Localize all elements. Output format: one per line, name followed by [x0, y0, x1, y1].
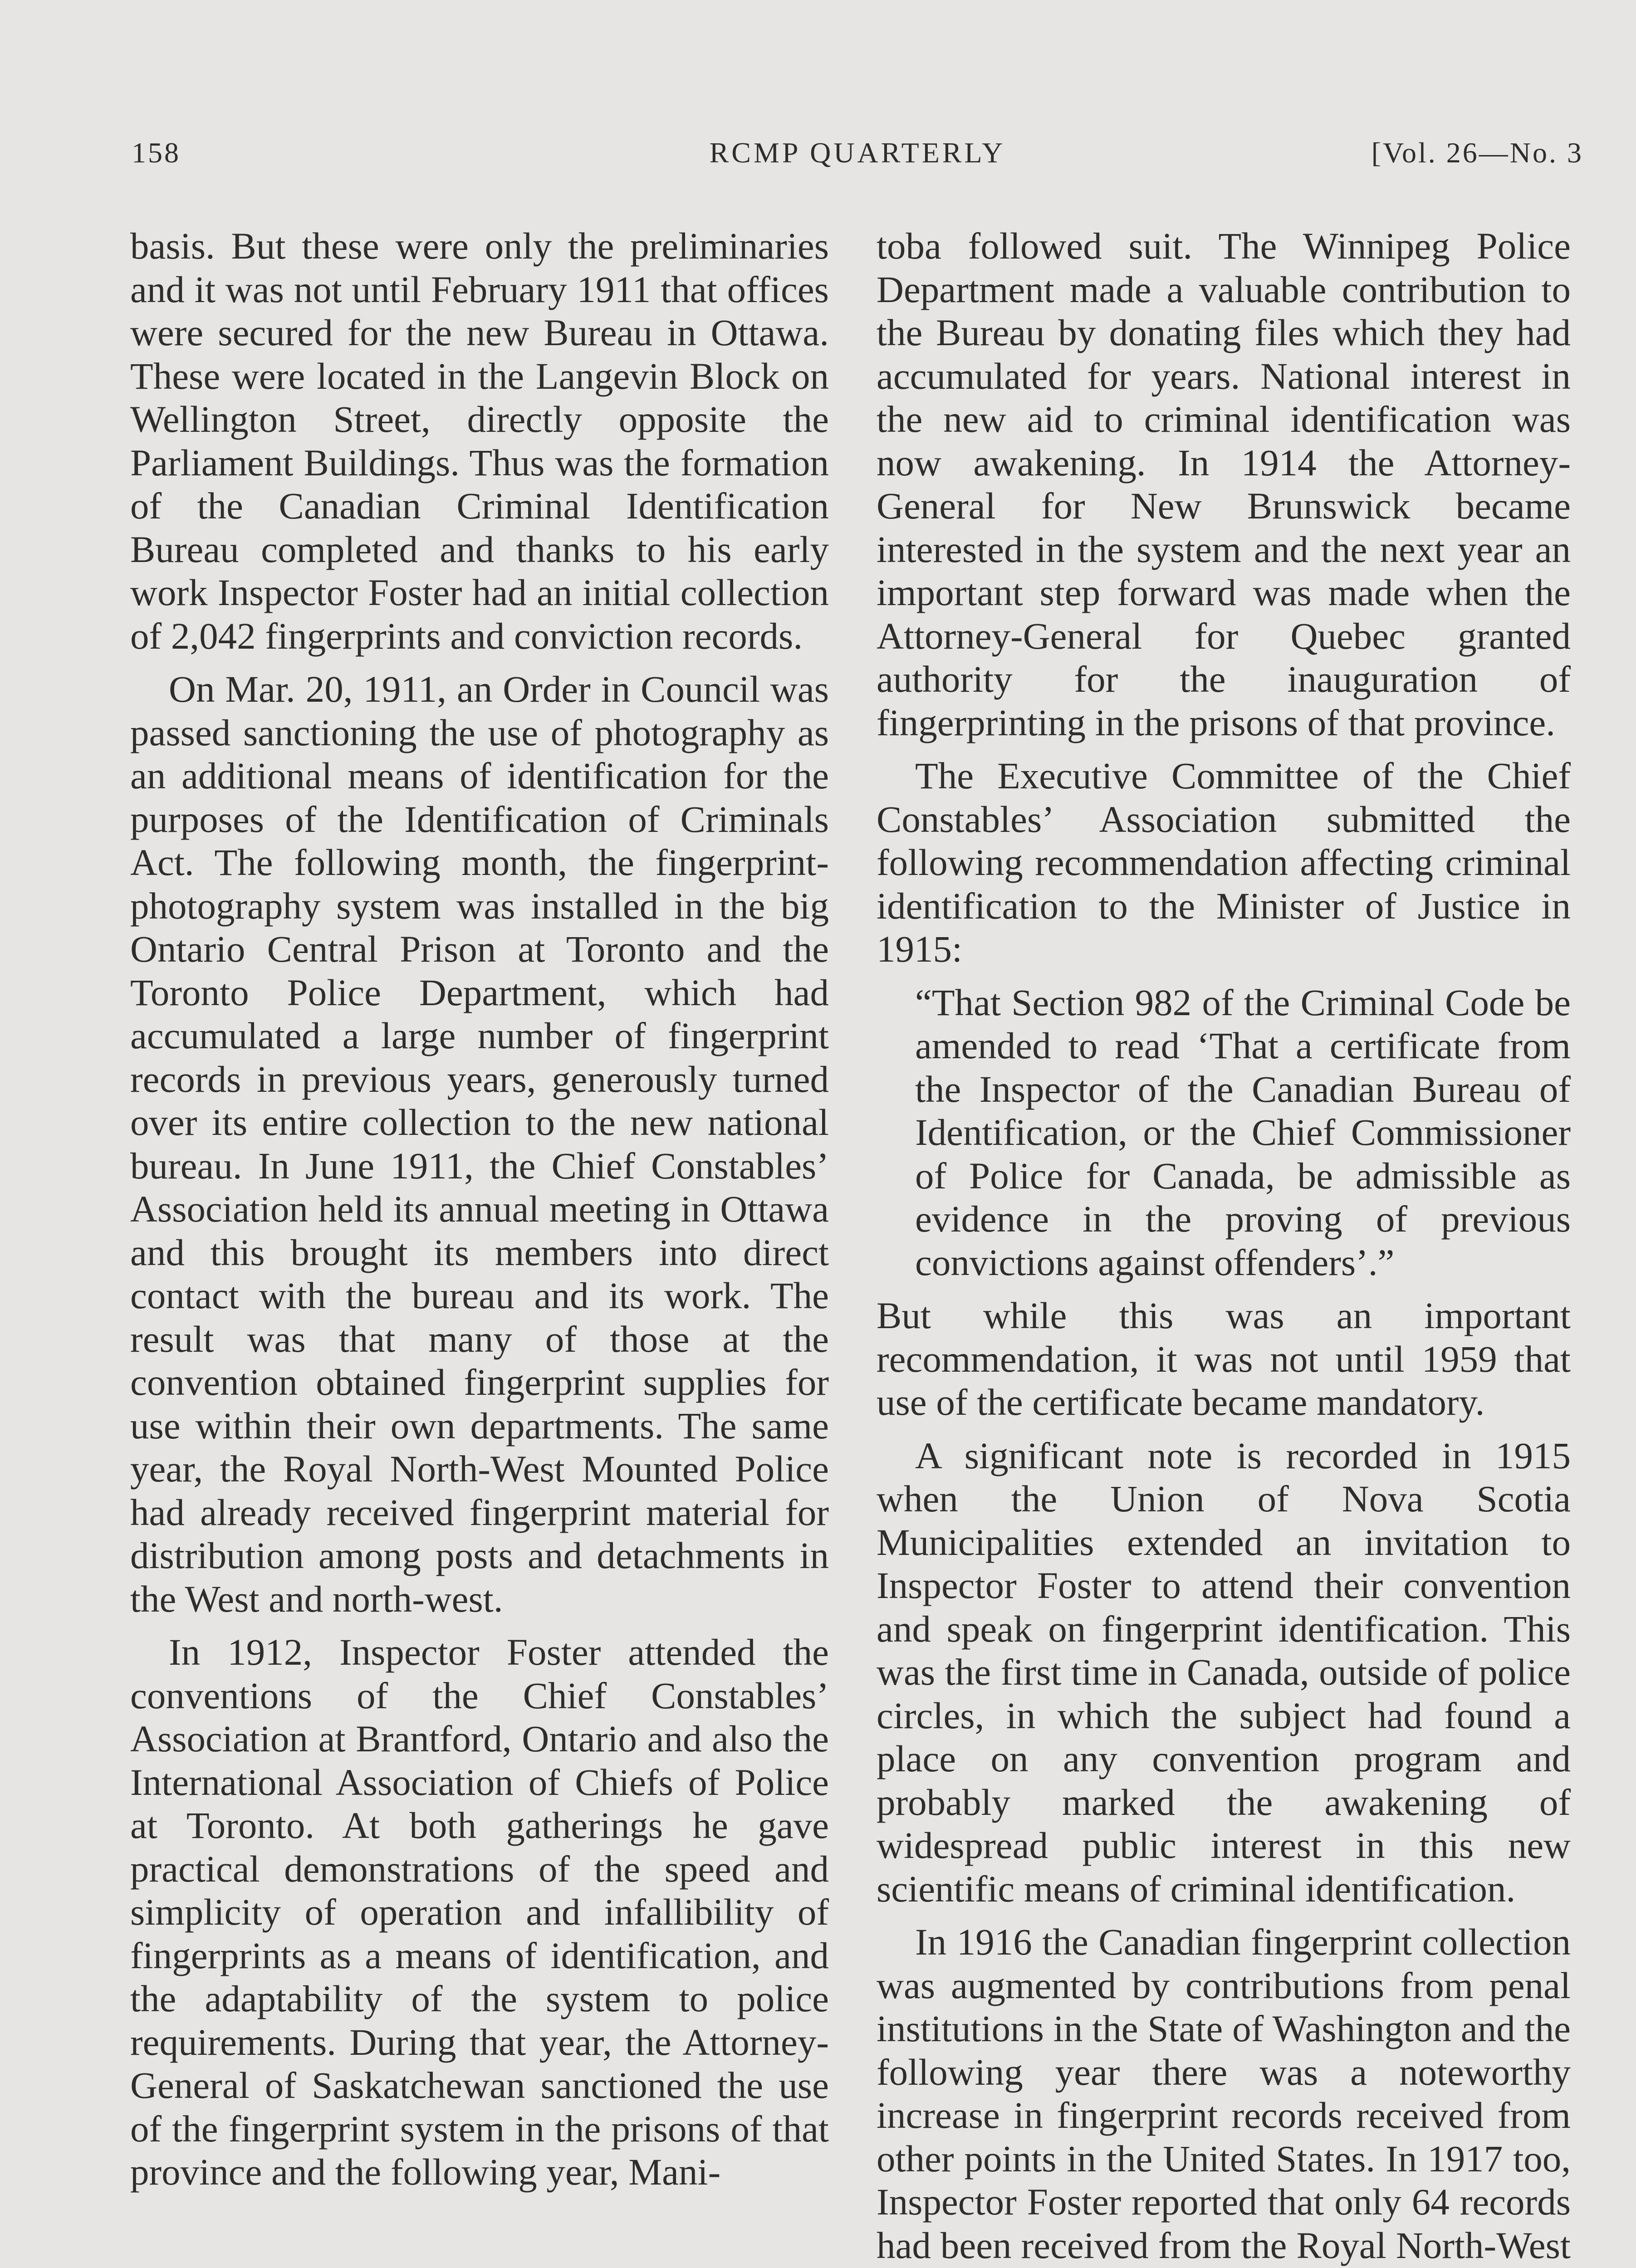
page-header [132, 136, 1583, 186]
paragraph: In 1912, Inspector Foster attended the conventions of the Chief Constables’ Association at Brantford, Ontario and also the International Association of Chiefs of Police at Toronto. At both gatherings he gave practical demonstrations of the speed and simplicity of operation and infallibility of fingerprints as a means of identification, and the adaptability of the system to police requirements. During that year, the Attorney-General of Saskatchewan sanctioned the use of the fingerprint system in the prisons of that province and the following year, Mani- [130, 1631, 829, 2193]
paragraph: A significant note is recorded in 1915 when the Union of Nova Scotia Municipalities extended an invitation to Inspector Foster to attend their convention and speak on fingerprint identification. This was the first time in Canada, outside of police circles, in which the subject had found a place on any convention program and probably marked the awakening of widespread public interest in this new scientific means of criminal identification. [877, 1434, 1571, 1910]
paragraph: basis. But these were only the preliminaries and it was not until February 1911 that offices were secured for the new Bureau in Ottawa. These were located in the Langevin Block on Wellington Street, directly opposite the Parliament Buildings. Thus was the formation of the Canadian Criminal Identification Bureau completed and thanks to his early work Inspector Foster had an initial collection of 2,042 fingerprints and conviction records. [130, 225, 829, 657]
paragraph: toba followed suit. The Winnipeg Police Department made a valuable contribution to the Bureau by donating files which they had accumulated for years. National interest in the new aid to criminal identification was now awakening. In 1914 the Attorney-General for New Brunswick became interested in the system and the next year an important step forward was made when the Attorney-General for Quebec granted authority for the inauguration of fingerprinting in the prisons of that province. [877, 225, 1571, 743]
paragraph: On Mar. 20, 1911, an Order in Council was passed sanctioning the use of photography as an additional means of identification for the purposes of the Identification of Criminals Act. The following month, the fingerprint-photography system was installed in the big Ontario Central Prison at Toronto and the Toronto Police Department, which had accumulated a large number of fingerprint records in previous years, generously turned over its entire collection to the new national bureau. In June 1911, the Chief Constables’ Association held its annual meeting in Ottawa and this brought its members into direct contact with the bureau and its work. The result was that many of those at the convention obtained fingerprint supplies for use within their own departments. The same year, the Royal North-West Mounted Police had already received fingerprint material for distribution among posts and detachments in the West and north-west. [130, 668, 829, 1620]
block-quote: “That Section 982 of the Criminal Code be amended to read ‘That a certificate from the Inspector of the Canadian Bureau of Identification, or the Chief Commissioner of Police for Canada, be admissible as evidence in the proving of previous convictions against offenders’.” [915, 981, 1571, 1283]
paragraph: In 1916 the Canadian fingerprint collection was augmented by contributions from penal institutions in the State of Washington and the following year there was a noteworthy increase in fingerprint records received from other points in the United States. In 1917 too, Inspector Foster reported that only 64 records had been received from the Royal North-West [877, 1921, 1571, 2266]
left-column [130, 225, 829, 2204]
right-column [877, 225, 1571, 2268]
journal-title: RCMP QUARTERLY [709, 137, 1006, 169]
paragraph: The Executive Committee of the Chief Constables’ Association submitted the following recommendation affecting criminal identification to the Minister of Justice in 1915: [877, 755, 1571, 970]
paragraph: But while this was an important recommendation, it was not until 1959 that use of the certificate became mandatory. [877, 1295, 1571, 1423]
volume-info: [Vol. 26—No. 3 [1371, 137, 1583, 169]
page-number: 158 [132, 137, 181, 169]
